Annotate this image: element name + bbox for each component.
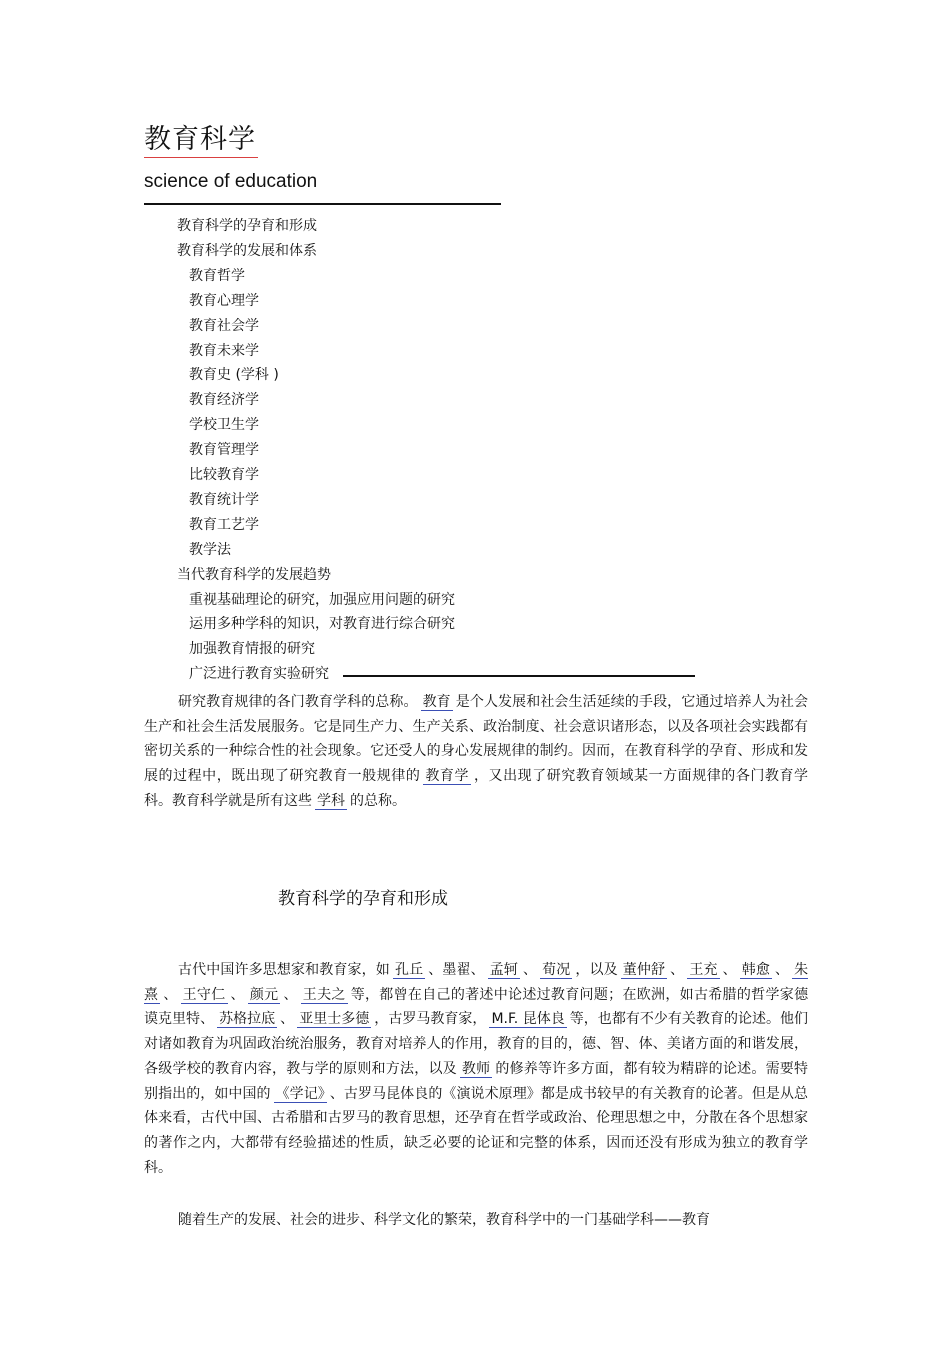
intro-text: 研究教育规律的各门教育学科的总称。: [178, 694, 418, 710]
body-text: 、: [230, 986, 245, 1003]
toc-item[interactable]: 教育社会学: [189, 317, 259, 334]
link-wangshouren[interactable]: 王守仁: [182, 986, 226, 1003]
link-dongzhongshu[interactable]: 董仲舒: [622, 962, 666, 978]
toc-item[interactable]: 教育工艺学: [189, 516, 259, 533]
body-text: 、: [522, 962, 538, 978]
toc-item[interactable]: 教育科学的发展和体系: [177, 242, 317, 259]
body-text: 、墨翟、: [428, 962, 485, 978]
body-text: 等，也都有不少有关教育的论述。他们对诸如教育为巩固政治统治服务，教育对培养人的作用，教育的目的，德、智、体、美诸方面的和谐发展，各级学校的教育内容，教与学的原则和方法，以及: [144, 1011, 809, 1077]
toc-item[interactable]: 教育管理学: [189, 442, 259, 459]
toc-item[interactable]: 教育未来学: [189, 342, 259, 359]
toc-item[interactable]: 广泛进行教育实验研究: [189, 666, 329, 683]
link-sugeladi[interactable]: 苏格拉底: [219, 1011, 276, 1028]
section-heading: 教育科学的孕育和形成: [278, 889, 448, 909]
section-paragraph: [144, 958, 808, 1180]
page-subtitle: science of education: [144, 171, 318, 192]
section-paragraph: 随着生产的发展、社会的进步、科学文化的繁荣，教育科学中的一门基础学科——教育: [178, 1212, 710, 1228]
intro-text: 的总称。: [350, 792, 406, 809]
link-xueke[interactable]: 学科: [317, 792, 345, 809]
toc-item[interactable]: 当代教育科学的发展趋势: [177, 566, 331, 583]
link-kongqiu[interactable]: 孔丘: [394, 962, 424, 978]
toc-item[interactable]: 教育史 (学科 ): [189, 367, 279, 384]
link-wangchong[interactable]: 王充: [689, 962, 718, 978]
title-underline: [144, 157, 258, 158]
link-hanyu[interactable]: 韩愈: [741, 962, 770, 978]
toc-item[interactable]: 加强教育情报的研究: [189, 641, 315, 658]
toc-divider: [343, 675, 695, 677]
toc-item[interactable]: 重视基础理论的研究，加强应用问题的研究: [189, 591, 455, 608]
intro-text: ，又出现了研究教育领域某一方面规律的各门教育学科。教育科学就是所有这些: [144, 768, 809, 809]
body-text: ，古罗马教育家，: [374, 1011, 487, 1028]
toc-item[interactable]: 教学法: [189, 541, 231, 558]
body-text: 、: [722, 962, 737, 978]
toc-item[interactable]: 运用多种学科的知识，对教育进行综合研究: [189, 616, 455, 633]
body-text: 、古罗马昆体良的《演说术原理》都是成书较早的有关教育的论著。但是从总体来看，古代中国、古希腊和古罗马的教育思想，还孕育在哲学或政治、伦理思想之中，分散在各个思想家的著作之内，大都带有经验描述的性质，缺乏必要的论证和完整的体系，因而还没有形成为独立的教育学科。: [144, 1085, 809, 1176]
link-xunkuang[interactable]: 荀况: [542, 962, 571, 978]
link-zhuxi[interactable]: 朱熹: [144, 962, 809, 1003]
body-text: 、: [163, 986, 178, 1003]
toc-item[interactable]: 学校卫生学: [189, 417, 259, 434]
toc-item[interactable]: 教育哲学: [189, 267, 245, 284]
link-jiaoyuxue[interactable]: 教育学: [425, 768, 470, 785]
link-jiaoyu[interactable]: 教育: [422, 694, 451, 710]
link-xueji[interactable]: 《学记》: [275, 1085, 325, 1102]
toc-item[interactable]: 比较教育学: [189, 467, 259, 483]
header-divider: [144, 203, 501, 205]
body-text: 等，都曾在自己的著述中论述过教育问题；在欧洲，如古希腊的哲学家德谟克里特、: [144, 986, 809, 1028]
intro-paragraph: [144, 690, 808, 814]
body-text: 、: [283, 986, 298, 1003]
toc-item[interactable]: 教育经济学: [189, 392, 259, 409]
body-text: 的修养等许多方面，都有较为精辟的论述。需要特别指出的，如中国的: [144, 1060, 809, 1102]
toc-item[interactable]: 教育心理学: [189, 292, 259, 309]
body-text: 古代中国许多思想家和教育家，如: [178, 962, 390, 978]
link-yanyuan[interactable]: 颜元: [249, 986, 279, 1003]
body-text: 、: [280, 1011, 295, 1028]
link-jiaoshi[interactable]: 教师: [461, 1060, 491, 1077]
link-kuntiliang[interactable]: M.F. 昆体良: [491, 1011, 565, 1028]
link-yalishiduode[interactable]: 亚里士多德: [299, 1011, 370, 1028]
toc-item[interactable]: 教育统计学: [189, 491, 259, 508]
link-mengke[interactable]: 孟轲: [489, 962, 518, 978]
body-text: 、: [670, 962, 685, 978]
body-text: 、: [774, 962, 790, 978]
body-text: ，以及: [575, 962, 618, 978]
toc-item[interactable]: 教育科学的孕育和形成: [177, 218, 317, 234]
link-wangfuzhi[interactable]: 王夫之: [302, 986, 346, 1003]
page-title: 教育科学: [144, 124, 256, 155]
intro-text: 是个人发展和社会生活延续的手段，它通过培养人为社会生产和社会生活发展服务。它是同生产力、生产关系、政治制度、社会意识诸形态，以及各项社会实践都有密切关系的一种综合性的社会现象。它还受人的身心发展规律的制约。因而，在教育科学的孕育、形成和发展的过程中，既出现了研究教育一般规律的: [144, 694, 809, 785]
